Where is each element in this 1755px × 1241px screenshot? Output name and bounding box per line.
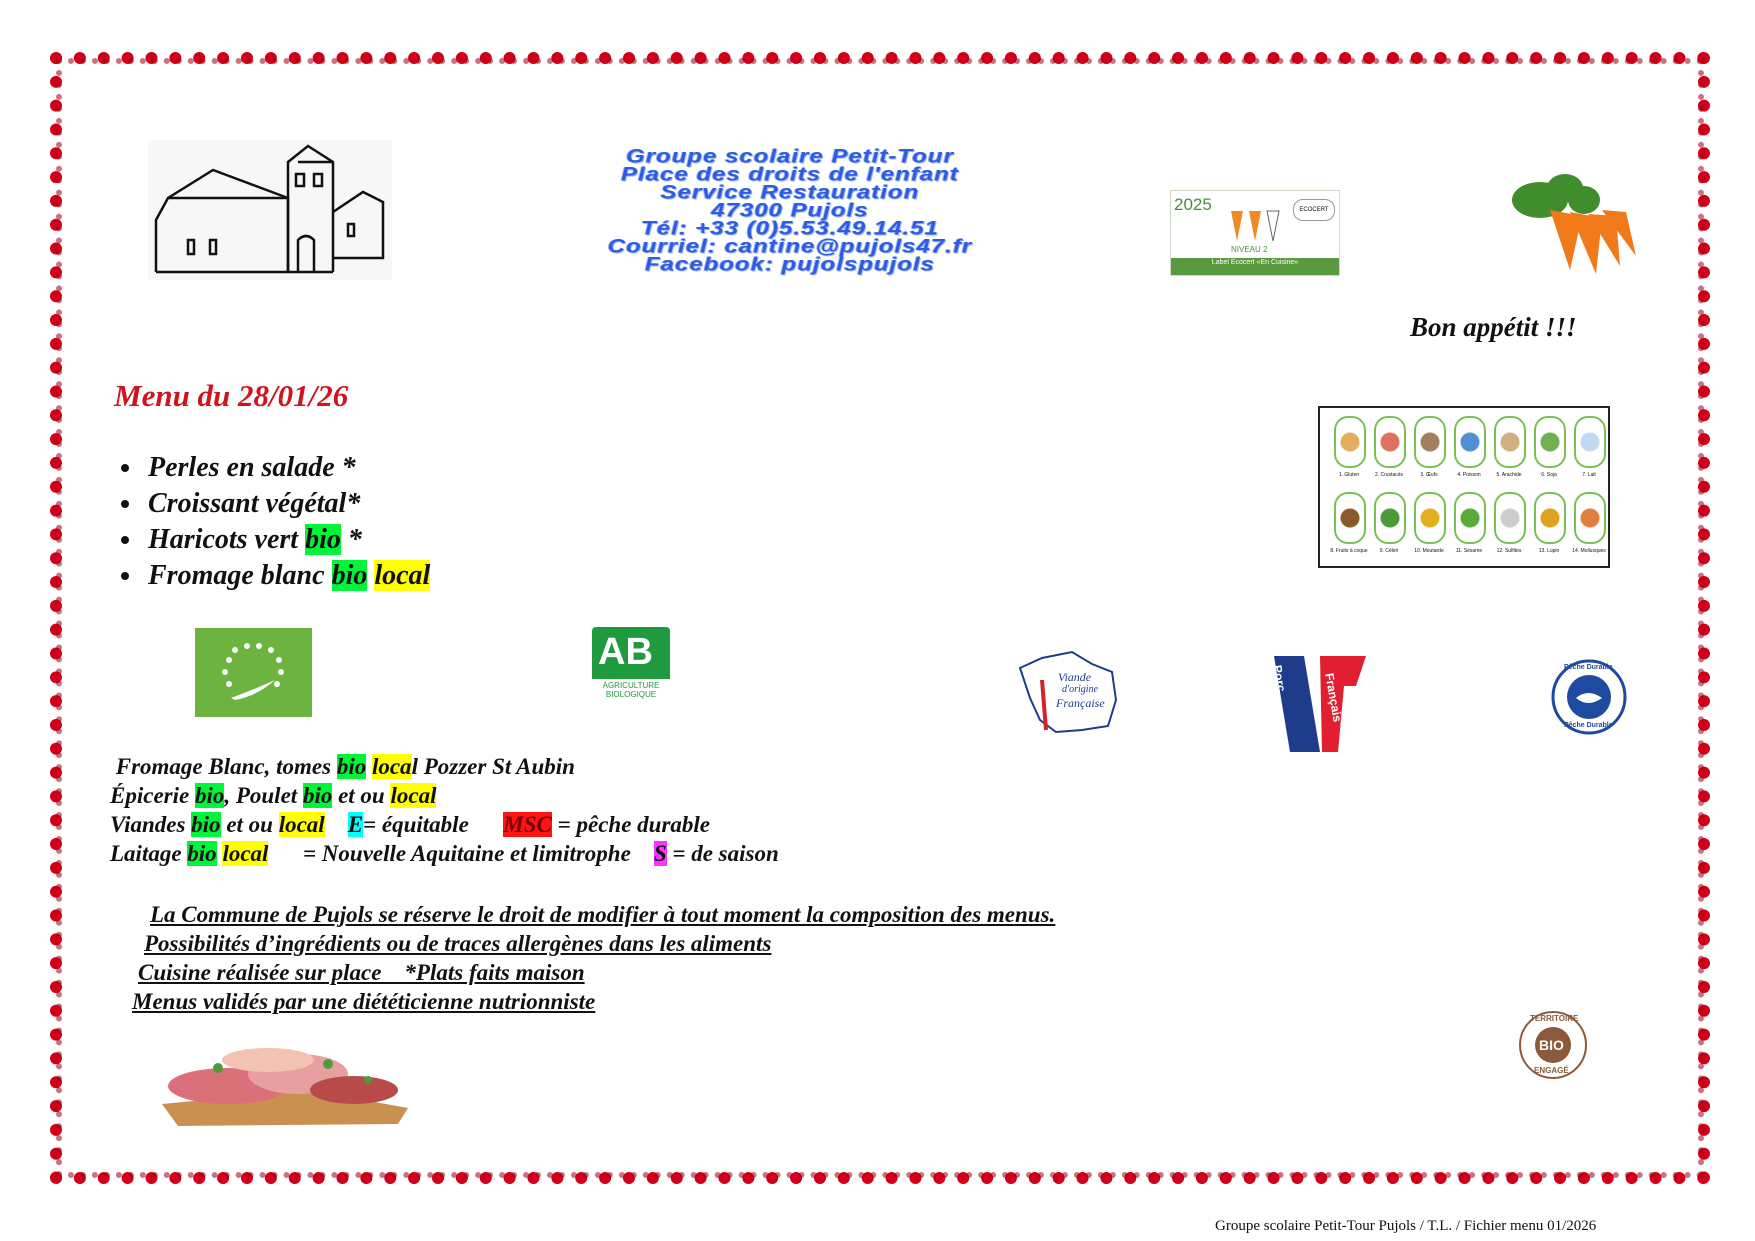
allergen-label: 7. Lait (1582, 472, 1596, 478)
carrots-image (1510, 170, 1640, 276)
allergen-icon (1494, 492, 1526, 544)
menu-item: • Perles en salade * (144, 450, 430, 486)
header-email: Courriel: cantine@pujols47.fr (607, 235, 973, 258)
ecocert-year: 2025 (1174, 195, 1212, 214)
allergen-chart (1318, 406, 1610, 568)
menu-item: • Croissant végétal* (144, 486, 430, 522)
allergen-icon (1414, 492, 1446, 544)
legend-line: Épicerie bio, Poulet bio et ou local (110, 783, 437, 808)
allergen-label: 6. Soja (1541, 472, 1557, 478)
allergen-icon (1454, 416, 1486, 468)
allergen-icon (1574, 492, 1606, 544)
note-line: Menus validés par une diététicienne nutrionniste (132, 989, 596, 1014)
allergen-icon (1574, 416, 1606, 468)
allergen-label: 12. Sulfites (1496, 548, 1522, 554)
allergen-label: 10. Moutarde (1414, 548, 1444, 554)
bio-tag: bio (331, 560, 368, 591)
ecocert-badge (1170, 190, 1340, 276)
allergen-label: 5. Arachide (1496, 472, 1522, 478)
footer: Groupe scolaire Petit-Tour Pujols / T.L. / Fichier menu 01/2026 (1215, 1218, 1597, 1234)
ab-letters: AB (598, 631, 653, 673)
viande-francaise-logo: Viande d'origine Française (1012, 650, 1124, 734)
allergen-label: 8. Fruits à coque (1330, 548, 1368, 554)
header-line: Place des droits de l'enfant (621, 163, 959, 186)
allergen-label: 11. Sésame (1455, 548, 1483, 554)
peche-durable-logo: Pêche Durable Pêche Durable (1550, 658, 1628, 736)
allergen-label: 14. Mollusques (1572, 548, 1606, 554)
header-facebook: Facebook: pujolspujols (644, 253, 936, 276)
school-header (480, 145, 1100, 276)
territoire-bio-logo: TERRITOIRE BIO ENGAGÉ (1518, 1010, 1588, 1080)
eu-leaf-icon (195, 628, 312, 717)
porc-francais-logo: Porc Français (1274, 656, 1366, 756)
header-line: Service Restauration (660, 181, 920, 204)
ecocert-logo: ECOCERT (1293, 199, 1335, 221)
local-tag: local (374, 560, 431, 591)
meat-image (158, 1034, 410, 1128)
legend-line: Viandes bio et ou local E= équitable MSC = pêche durable (110, 812, 711, 837)
allergen-icon (1534, 492, 1566, 544)
ab-logo: AB AGRICULTURE BIOLOGIQUE (592, 627, 670, 705)
header-line: Groupe scolaire Petit-Tour (626, 145, 954, 168)
allergen-label: 3. Œufs (1420, 472, 1438, 478)
allergen-label: 1. Gluten (1338, 472, 1360, 478)
allergen-label: 13. Lupin (1538, 548, 1560, 554)
allergen-icon (1374, 416, 1406, 468)
notes (130, 900, 1055, 1016)
allergen-label: 4. Poisson (1457, 472, 1481, 478)
note-line: La Commune de Pujols se réserve le droit de modifier à tout moment la composition des menus. (150, 902, 1056, 927)
legend-line: Laitage bio local = Nouvelle Aquitaine et limitrophe S = de saison (110, 841, 779, 866)
allergen-label: 9. Céleri (1379, 548, 1399, 554)
allergen-icon (1494, 416, 1526, 468)
church-illustration (148, 140, 392, 280)
allergen-icon (1534, 416, 1566, 468)
bio-tag: bio (305, 524, 341, 555)
allergen-icon (1334, 416, 1366, 468)
note-line: Possibilités d’ingrédients ou de traces allergènes dans les aliments (144, 931, 772, 956)
allergen-icon (1414, 416, 1446, 468)
menu-items (110, 450, 430, 594)
legend-line: Fromage Blanc, tomes bio local Pozzer St Aubin (115, 754, 575, 779)
header-line: 47300 Pujols (711, 199, 869, 222)
menu-title: Menu du 28/01/26 (114, 378, 349, 413)
allergen-icon (1374, 492, 1406, 544)
bon-appetit: Bon appétit !!! (1410, 312, 1577, 342)
eu-organic-logo (195, 628, 312, 717)
allergen-icon (1454, 492, 1486, 544)
menu-item: • Fromage blanc bio local (144, 558, 430, 594)
header-phone: Tél: +33 (0)5.53.49.14.51 (641, 217, 939, 240)
ecocert-caption: Label Ecocert «En Cuisine» (1211, 259, 1299, 266)
allergen-icon (1334, 492, 1366, 544)
ecocert-level: NIVEAU 2 (1231, 245, 1268, 254)
legend (110, 752, 779, 868)
allergen-label: 2. Crustacés (1374, 472, 1404, 478)
carrot-icon (1223, 203, 1283, 243)
menu-item: • Haricots vert bio * (144, 522, 430, 558)
note-line: Cuisine réalisée sur place *Plats faits maison (138, 960, 585, 985)
